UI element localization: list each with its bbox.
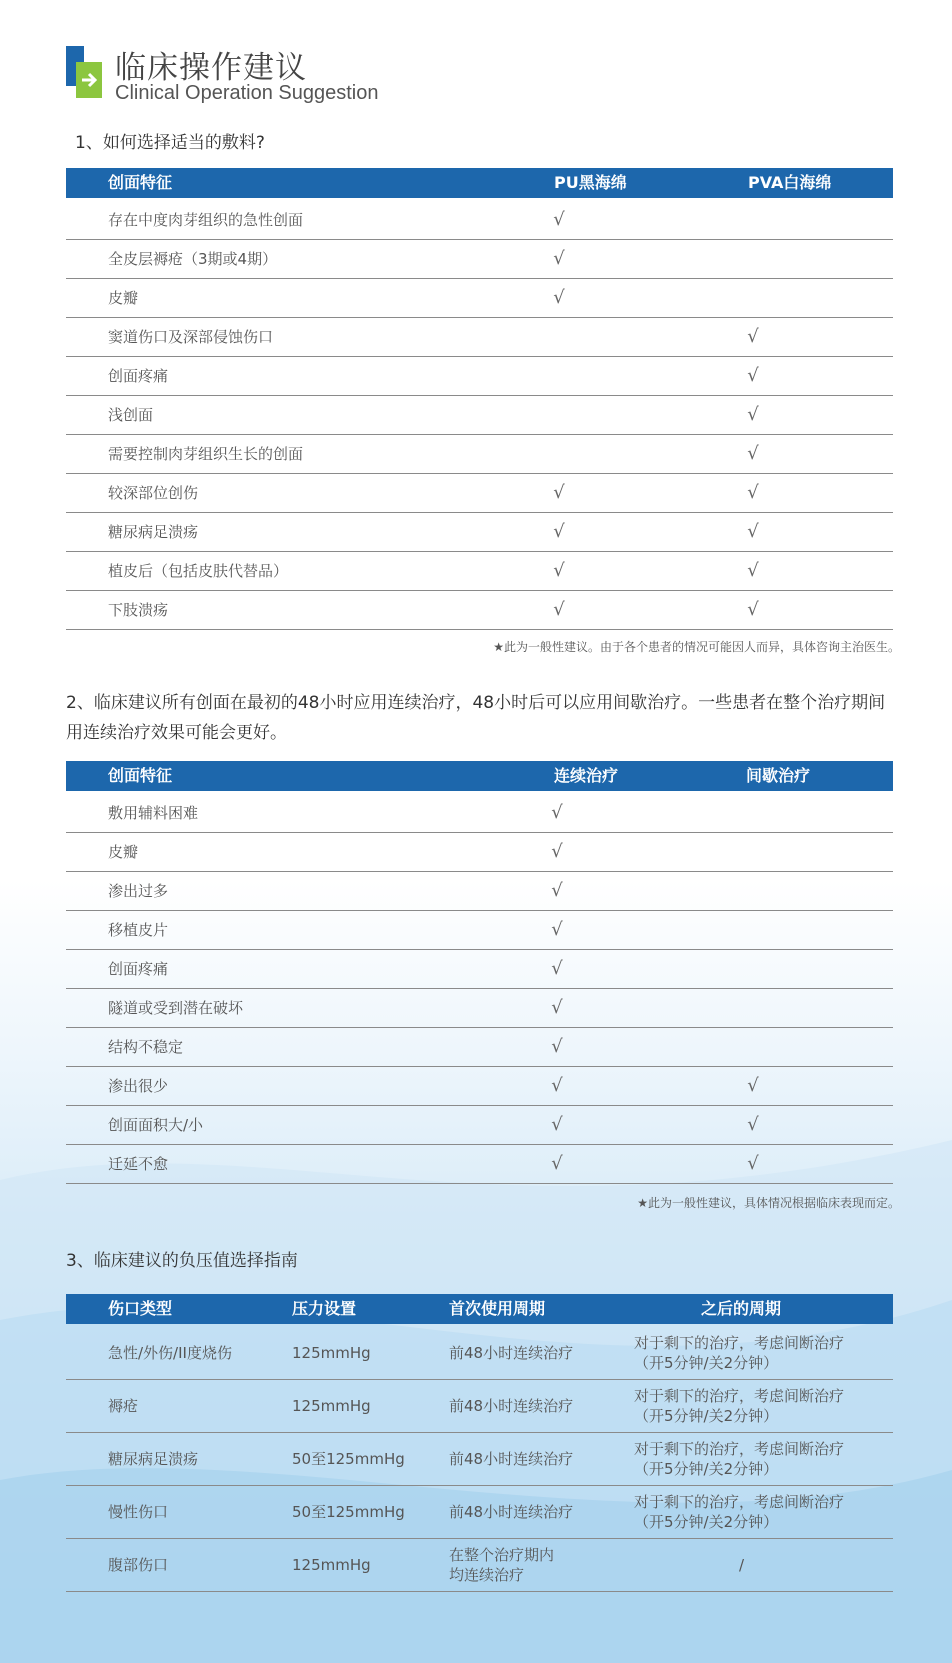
wound-type: 糖尿病足溃疡 bbox=[108, 1450, 199, 1468]
table-row bbox=[66, 989, 893, 1028]
table-row bbox=[66, 513, 893, 552]
after-cycle-line: 对于剩下的治疗，考虑间断治疗 bbox=[634, 1334, 845, 1352]
row-label: 较深部位创伤 bbox=[108, 484, 199, 502]
table-row bbox=[66, 872, 893, 911]
pressure-value: 50至125mmHg bbox=[292, 1503, 405, 1521]
first-cycle: 前48小时连续治疗 bbox=[449, 1344, 574, 1362]
check-continuous: √ bbox=[551, 1036, 563, 1057]
row-label: 创面疼痛 bbox=[108, 367, 169, 385]
pressure-value: 125mmHg bbox=[292, 1397, 371, 1415]
check-pu: √ bbox=[553, 287, 565, 308]
table-row bbox=[66, 1433, 893, 1486]
header-first-cycle: 首次使用周期 bbox=[449, 1299, 546, 1318]
pressure-value: 50至125mmHg bbox=[292, 1450, 405, 1468]
row-label: 创面疼痛 bbox=[108, 960, 169, 978]
first-cycle bbox=[449, 1545, 554, 1585]
after-cycle-line: 对于剩下的治疗，考虑间断治疗 bbox=[634, 1440, 845, 1458]
row-label: 需要控制肉芽组织生长的创面 bbox=[108, 445, 304, 463]
pressure-value: 125mmHg bbox=[292, 1556, 371, 1574]
table-row bbox=[66, 833, 893, 872]
table-row bbox=[66, 240, 893, 279]
header-wound-feature: 创面特征 bbox=[108, 766, 173, 785]
after-cycle bbox=[634, 1333, 844, 1373]
check-intermittent: √ bbox=[747, 1114, 759, 1135]
check-pva: √ bbox=[747, 599, 759, 620]
row-label: 皮瓣 bbox=[108, 289, 139, 307]
header-wound-type: 伤口类型 bbox=[108, 1299, 173, 1318]
check-pva: √ bbox=[747, 560, 759, 581]
table-row bbox=[66, 357, 893, 396]
check-continuous: √ bbox=[551, 802, 563, 823]
first-cycle: 前48小时连续治疗 bbox=[449, 1397, 574, 1415]
table-row bbox=[66, 1539, 893, 1592]
check-continuous: √ bbox=[551, 1153, 563, 1174]
table-row bbox=[66, 318, 893, 357]
header-after-cycle: 之后的周期 bbox=[701, 1299, 782, 1318]
row-label: 糖尿病足溃疡 bbox=[108, 523, 199, 541]
after-cycle-line: 对于剩下的治疗，考虑间断治疗 bbox=[634, 1493, 845, 1511]
after-cycle-line: （开5分钟/关2分钟） bbox=[634, 1354, 779, 1372]
dressing-table bbox=[66, 168, 893, 630]
section1-question: 1、如何选择适当的敷料? bbox=[75, 133, 265, 153]
page-title: 临床操作建议 bbox=[115, 50, 307, 86]
check-pva: √ bbox=[747, 443, 759, 464]
check-continuous: √ bbox=[551, 919, 563, 940]
check-intermittent: √ bbox=[747, 1075, 759, 1096]
row-label: 隧道或受到潜在破坏 bbox=[108, 999, 244, 1017]
check-pu: √ bbox=[553, 599, 565, 620]
after-cycle-line: 对于剩下的治疗，考虑间断治疗 bbox=[634, 1387, 845, 1405]
row-label: 浅创面 bbox=[108, 406, 154, 424]
first-cycle-line: 在整个治疗期内 bbox=[449, 1546, 555, 1564]
check-pva: √ bbox=[747, 404, 759, 425]
check-pu: √ bbox=[553, 209, 565, 230]
section2-question: 2、临床建议所有创面在最初的48小时应用连续治疗，48小时后可以应用间歇治疗。一些患者在整个治疗期间用连续治疗效果可能会更好。 bbox=[66, 693, 886, 743]
pressure-value: 125mmHg bbox=[292, 1344, 371, 1362]
table-row bbox=[66, 1380, 893, 1433]
table-row bbox=[66, 1327, 893, 1380]
section3-question: 3、临床建议的负压值选择指南 bbox=[66, 1251, 298, 1271]
check-pu: √ bbox=[553, 482, 565, 503]
check-pu: √ bbox=[553, 248, 565, 269]
row-label: 迁延不愈 bbox=[108, 1155, 169, 1173]
after-cycle bbox=[634, 1386, 844, 1426]
row-label: 渗出很少 bbox=[108, 1077, 169, 1095]
wound-type: 急性/外伤/II度烧伤 bbox=[108, 1344, 232, 1362]
wound-type: 褥疮 bbox=[108, 1397, 139, 1415]
table-row bbox=[66, 1145, 893, 1184]
first-cycle-line: 均连续治疗 bbox=[449, 1566, 525, 1584]
table-row bbox=[66, 201, 893, 240]
after-cycle-line: （开5分钟/关2分钟） bbox=[634, 1407, 779, 1425]
check-pu: √ bbox=[553, 560, 565, 581]
check-pva: √ bbox=[747, 482, 759, 503]
wound-type: 腹部伤口 bbox=[108, 1556, 169, 1574]
pressure-table bbox=[66, 1294, 893, 1592]
table-row bbox=[66, 591, 893, 630]
row-label: 存在中度肉芽组织的急性创面 bbox=[108, 211, 304, 229]
header-pu-sponge: PU黑海绵 bbox=[554, 173, 627, 192]
therapy-table-header bbox=[66, 761, 893, 791]
table-row bbox=[66, 279, 893, 318]
header-pva-sponge: PVA白海绵 bbox=[748, 173, 832, 192]
table-row bbox=[66, 1486, 893, 1539]
logo-arrow-icon bbox=[66, 46, 104, 102]
section1-note: ★此为一般性建议。由于各个患者的情况可能因人而异，具体咨询主治医生。 bbox=[493, 640, 900, 654]
page-subtitle: Clinical Operation Suggestion bbox=[115, 82, 379, 104]
row-label: 结构不稳定 bbox=[108, 1038, 184, 1056]
check-continuous: √ bbox=[551, 1114, 563, 1135]
pressure-table-header bbox=[66, 1294, 893, 1324]
check-pva: √ bbox=[747, 326, 759, 347]
check-pva: √ bbox=[747, 521, 759, 542]
row-label: 皮瓣 bbox=[108, 843, 139, 861]
row-label: 植皮后（包括皮肤代替品） bbox=[108, 562, 289, 580]
check-pva: √ bbox=[747, 365, 759, 386]
therapy-mode-table bbox=[66, 761, 893, 1184]
table-row bbox=[66, 474, 893, 513]
table-row bbox=[66, 1067, 893, 1106]
wound-type: 慢性伤口 bbox=[108, 1503, 169, 1521]
table-row bbox=[66, 950, 893, 989]
table-row bbox=[66, 396, 893, 435]
after-cycle-line: （开5分钟/关2分钟） bbox=[634, 1460, 779, 1478]
check-pu: √ bbox=[553, 521, 565, 542]
table-row bbox=[66, 1106, 893, 1145]
header-wound-feature: 创面特征 bbox=[108, 173, 173, 192]
row-label: 全皮层褥疮（3期或4期） bbox=[108, 250, 278, 268]
first-cycle: 前48小时连续治疗 bbox=[449, 1503, 574, 1521]
header-intermittent: 间歇治疗 bbox=[746, 766, 811, 785]
dressing-table-header bbox=[66, 168, 893, 198]
row-label: 渗出过多 bbox=[108, 882, 169, 900]
after-cycle bbox=[634, 1439, 844, 1479]
table-row bbox=[66, 794, 893, 833]
after-cycle bbox=[634, 1492, 844, 1532]
row-label: 下肢溃疡 bbox=[108, 601, 169, 619]
header-continuous: 连续治疗 bbox=[554, 766, 619, 785]
check-continuous: √ bbox=[551, 958, 563, 979]
row-label: 创面面积大/小 bbox=[108, 1116, 204, 1134]
row-label: 窦道伤口及深部侵蚀伤口 bbox=[108, 328, 274, 346]
check-continuous: √ bbox=[551, 841, 563, 862]
first-cycle: 前48小时连续治疗 bbox=[449, 1450, 574, 1468]
row-label: 敷用辅料困难 bbox=[108, 804, 199, 822]
check-continuous: √ bbox=[551, 1075, 563, 1096]
table-row bbox=[66, 552, 893, 591]
table-row bbox=[66, 1028, 893, 1067]
check-continuous: √ bbox=[551, 880, 563, 901]
check-continuous: √ bbox=[551, 997, 563, 1018]
section2-note: ★此为一般性建议，具体情况根据临床表现而定。 bbox=[637, 1196, 900, 1210]
table-row bbox=[66, 435, 893, 474]
after-cycle-line: （开5分钟/关2分钟） bbox=[634, 1513, 779, 1531]
after-cycle: / bbox=[739, 1556, 745, 1574]
header-pressure: 压力设置 bbox=[292, 1299, 357, 1318]
row-label: 移植皮片 bbox=[108, 921, 169, 939]
check-intermittent: √ bbox=[747, 1153, 759, 1174]
table-row bbox=[66, 911, 893, 950]
